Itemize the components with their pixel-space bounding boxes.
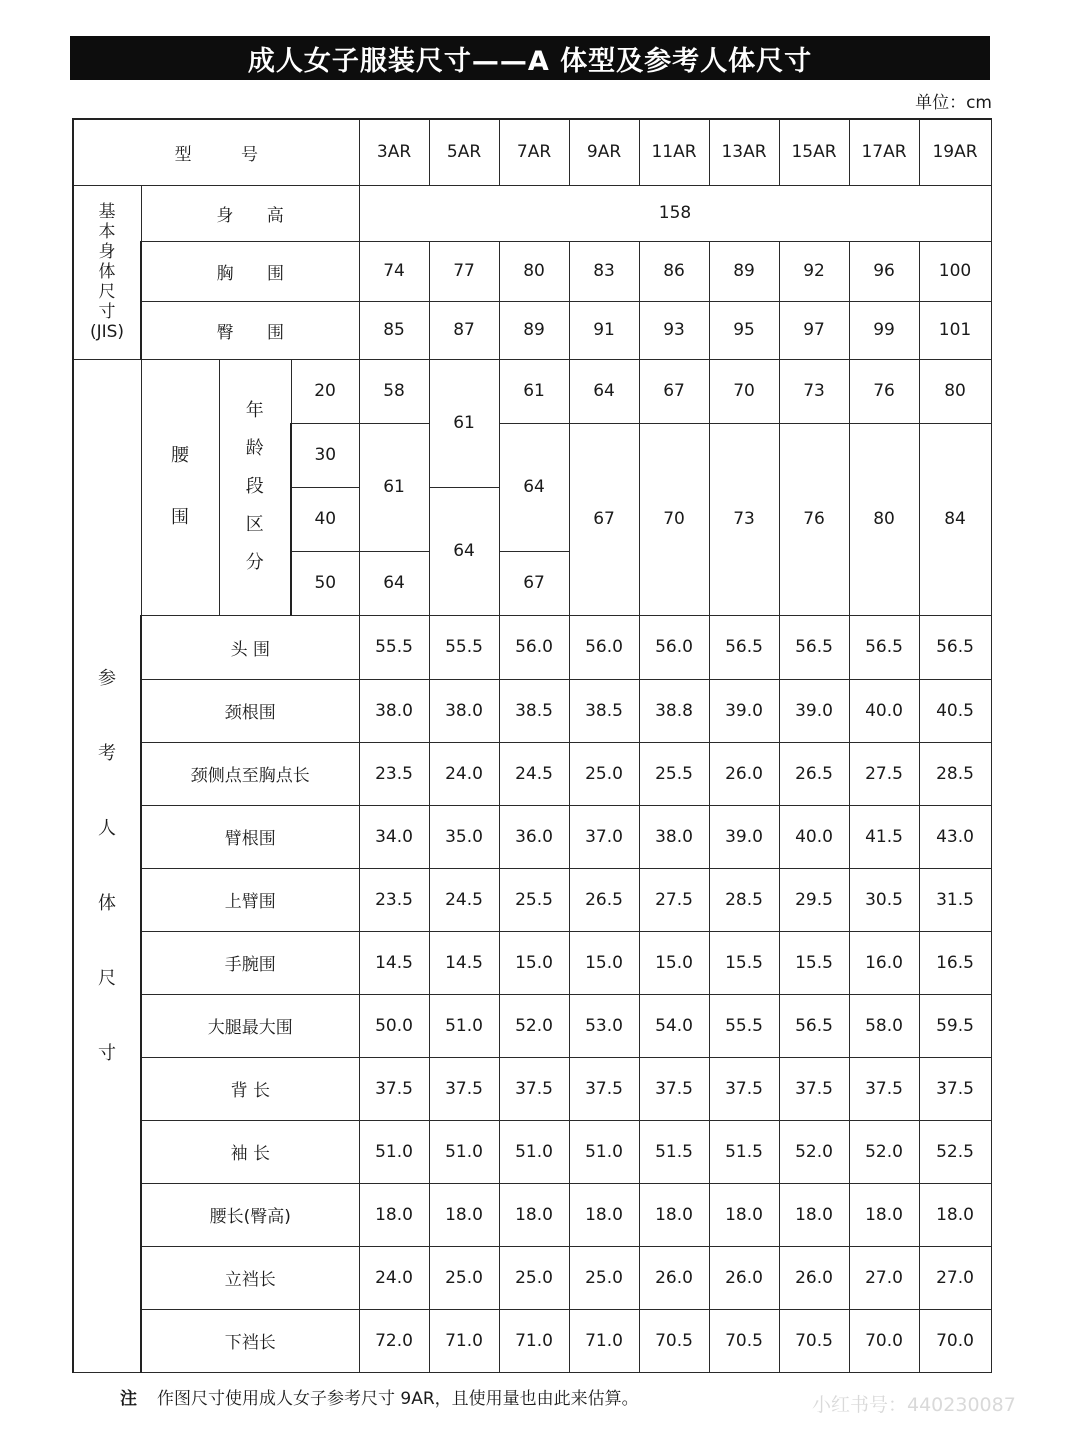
table-row <box>73 1120 991 1183</box>
table-cell: 24.0 <box>429 742 499 805</box>
size-header: 7AR <box>499 119 569 185</box>
waist-row-20 <box>73 359 991 423</box>
table-cell: 37.5 <box>429 1057 499 1120</box>
table-cell: 51.5 <box>709 1120 779 1183</box>
table-cell: 18.0 <box>639 1183 709 1246</box>
size-header: 11AR <box>639 119 709 185</box>
waist-cell: 67 <box>569 423 639 615</box>
size-header: 9AR <box>569 119 639 185</box>
table-cell: 28.5 <box>919 742 991 805</box>
table-cell: 71.0 <box>429 1309 499 1372</box>
waist-cell: 64 <box>429 487 499 615</box>
table-cell: 37.5 <box>499 1057 569 1120</box>
size-header: 15AR <box>779 119 849 185</box>
table-cell: 26.5 <box>779 742 849 805</box>
size-table <box>72 118 992 1373</box>
bust-label: 胸 围 <box>141 241 359 301</box>
row-label: 大腿最大围 <box>141 994 359 1057</box>
header-row <box>73 119 991 185</box>
table-cell: 25.5 <box>639 742 709 805</box>
table-cell: 31.5 <box>919 868 991 931</box>
table-cell: 38.0 <box>359 679 429 742</box>
age-20: 20 <box>291 359 359 423</box>
table-cell: 18.0 <box>359 1183 429 1246</box>
table-cell: 27.0 <box>919 1246 991 1309</box>
table-cell: 56.5 <box>849 615 919 679</box>
table-cell: 26.0 <box>639 1246 709 1309</box>
table-row <box>73 615 991 679</box>
table-cell: 18.0 <box>429 1183 499 1246</box>
table-cell: 39.0 <box>779 679 849 742</box>
table-cell: 37.5 <box>779 1057 849 1120</box>
table-cell: 35.0 <box>429 805 499 868</box>
note-marker: 注 <box>120 1389 137 1409</box>
size-header: 13AR <box>709 119 779 185</box>
row-label: 颈侧点至胸点长 <box>141 742 359 805</box>
table-cell: 37.5 <box>849 1057 919 1120</box>
waist-cell: 61 <box>429 359 499 487</box>
table-cell: 56.0 <box>639 615 709 679</box>
table-cell: 55.5 <box>429 615 499 679</box>
table-cell: 38.0 <box>429 679 499 742</box>
table-cell: 18.0 <box>499 1183 569 1246</box>
hip-cell: 93 <box>639 301 709 359</box>
table-cell: 52.0 <box>499 994 569 1057</box>
table-cell: 25.0 <box>499 1246 569 1309</box>
hip-cell: 87 <box>429 301 499 359</box>
waist-cell: 70 <box>709 359 779 423</box>
waist-cell: 64 <box>569 359 639 423</box>
row-label: 臂根围 <box>141 805 359 868</box>
table-row <box>73 1309 991 1372</box>
waist-cell: 80 <box>849 423 919 615</box>
table-cell: 51.0 <box>429 1120 499 1183</box>
header-model-label: 型 号 <box>73 119 359 185</box>
table-cell: 40.0 <box>779 805 849 868</box>
size-header: 5AR <box>429 119 499 185</box>
table-cell: 38.0 <box>639 805 709 868</box>
table-cell: 52.0 <box>779 1120 849 1183</box>
table-cell: 14.5 <box>429 931 499 994</box>
bust-cell: 92 <box>779 241 849 301</box>
table-cell: 26.0 <box>709 742 779 805</box>
row-label: 腰长(臀高) <box>141 1183 359 1246</box>
table-cell: 15.0 <box>569 931 639 994</box>
waist-label: 腰 围 <box>141 359 219 615</box>
table-cell: 36.0 <box>499 805 569 868</box>
table-cell: 38.8 <box>639 679 709 742</box>
table-cell: 37.5 <box>569 1057 639 1120</box>
table-cell: 71.0 <box>569 1309 639 1372</box>
bust-cell: 89 <box>709 241 779 301</box>
table-cell: 51.0 <box>359 1120 429 1183</box>
waist-cell: 84 <box>919 423 991 615</box>
waist-cell: 61 <box>499 359 569 423</box>
table-cell: 26.0 <box>709 1246 779 1309</box>
table-cell: 15.0 <box>499 931 569 994</box>
table-cell: 24.5 <box>429 868 499 931</box>
age-group-label: 年 龄 段 区 分 <box>219 359 291 615</box>
table-cell: 16.5 <box>919 931 991 994</box>
bust-row <box>73 241 991 301</box>
table-cell: 51.0 <box>569 1120 639 1183</box>
table-cell: 56.0 <box>499 615 569 679</box>
bust-cell: 80 <box>499 241 569 301</box>
table-row <box>73 868 991 931</box>
hip-cell: 91 <box>569 301 639 359</box>
waist-cell: 67 <box>499 551 569 615</box>
hip-row <box>73 301 991 359</box>
table-row <box>73 805 991 868</box>
table-cell: 24.5 <box>499 742 569 805</box>
row-label: 上臂围 <box>141 868 359 931</box>
table-cell: 38.5 <box>569 679 639 742</box>
table-cell: 38.5 <box>499 679 569 742</box>
table-cell: 27.5 <box>849 742 919 805</box>
hip-cell: 99 <box>849 301 919 359</box>
table-cell: 50.0 <box>359 994 429 1057</box>
table-cell: 18.0 <box>849 1183 919 1246</box>
table-row <box>73 1246 991 1309</box>
table-cell: 26.0 <box>779 1246 849 1309</box>
table-cell: 37.0 <box>569 805 639 868</box>
table-cell: 56.5 <box>919 615 991 679</box>
age-30: 30 <box>291 423 359 487</box>
table-cell: 39.0 <box>709 805 779 868</box>
table-cell: 55.5 <box>709 994 779 1057</box>
table-cell: 43.0 <box>919 805 991 868</box>
row-label: 袖 长 <box>141 1120 359 1183</box>
waist-cell: 73 <box>779 359 849 423</box>
page-title: 成人女子服装尺寸——A 体型及参考人体尺寸 <box>70 36 990 80</box>
table-cell: 26.5 <box>569 868 639 931</box>
waist-cell: 70 <box>639 423 709 615</box>
table-cell: 51.5 <box>639 1120 709 1183</box>
table-cell: 71.0 <box>499 1309 569 1372</box>
table-cell: 24.0 <box>359 1246 429 1309</box>
waist-cell: 64 <box>499 423 569 551</box>
height-label: 身 高 <box>141 185 359 241</box>
bust-cell: 86 <box>639 241 709 301</box>
bust-cell: 83 <box>569 241 639 301</box>
waist-cell: 73 <box>709 423 779 615</box>
bust-cell: 77 <box>429 241 499 301</box>
table-cell: 56.5 <box>709 615 779 679</box>
bust-cell: 96 <box>849 241 919 301</box>
watermark: 小红书号：440230087 <box>812 1394 1016 1416</box>
height-row <box>73 185 991 241</box>
table-cell: 58.0 <box>849 994 919 1057</box>
table-cell: 37.5 <box>359 1057 429 1120</box>
basic-section-label: 基 本 身 体 尺 寸 (JIS) <box>73 185 141 359</box>
age-40: 40 <box>291 487 359 551</box>
table-cell: 56.5 <box>779 994 849 1057</box>
table-cell: 29.5 <box>779 868 849 931</box>
table-cell: 23.5 <box>359 742 429 805</box>
table-cell: 72.0 <box>359 1309 429 1372</box>
table-cell: 25.0 <box>569 1246 639 1309</box>
unit-label: 单位：cm <box>915 93 992 113</box>
table-cell: 18.0 <box>779 1183 849 1246</box>
table-cell: 40.5 <box>919 679 991 742</box>
table-cell: 70.5 <box>779 1309 849 1372</box>
row-label: 头 围 <box>141 615 359 679</box>
hip-cell: 101 <box>919 301 991 359</box>
table-cell: 53.0 <box>569 994 639 1057</box>
hip-cell: 85 <box>359 301 429 359</box>
hip-cell: 95 <box>709 301 779 359</box>
waist-cell: 80 <box>919 359 991 423</box>
table-row <box>73 1057 991 1120</box>
table-cell: 18.0 <box>709 1183 779 1246</box>
table-cell: 14.5 <box>359 931 429 994</box>
size-header: 19AR <box>919 119 991 185</box>
table-cell: 52.0 <box>849 1120 919 1183</box>
table-cell: 54.0 <box>639 994 709 1057</box>
table-row <box>73 931 991 994</box>
table-cell: 15.5 <box>779 931 849 994</box>
table-cell: 25.0 <box>569 742 639 805</box>
waist-cell: 76 <box>849 359 919 423</box>
table-cell: 37.5 <box>639 1057 709 1120</box>
table-cell: 15.5 <box>709 931 779 994</box>
table-cell: 56.5 <box>779 615 849 679</box>
waist-cell: 64 <box>359 551 429 615</box>
table-cell: 27.0 <box>849 1246 919 1309</box>
table-row <box>73 1183 991 1246</box>
age-50: 50 <box>291 551 359 615</box>
table-row <box>73 679 991 742</box>
table-cell: 70.0 <box>849 1309 919 1372</box>
size-header: 17AR <box>849 119 919 185</box>
table-cell: 23.5 <box>359 868 429 931</box>
table-cell: 25.5 <box>499 868 569 931</box>
table-cell: 15.0 <box>639 931 709 994</box>
table-cell: 56.0 <box>569 615 639 679</box>
table-cell: 16.0 <box>849 931 919 994</box>
table-cell: 70.5 <box>639 1309 709 1372</box>
footnote <box>120 1384 639 1409</box>
note-text: 作图尺寸使用成人女子参考尺寸 9AR，且使用量也由此来估算。 <box>157 1389 639 1409</box>
table-cell: 70.0 <box>919 1309 991 1372</box>
table-cell: 18.0 <box>919 1183 991 1246</box>
row-label: 背 长 <box>141 1057 359 1120</box>
waist-cell: 67 <box>639 359 709 423</box>
row-label: 手腕围 <box>141 931 359 994</box>
row-label: 颈根围 <box>141 679 359 742</box>
table-cell: 27.5 <box>639 868 709 931</box>
row-label: 下裆长 <box>141 1309 359 1372</box>
table-row <box>73 742 991 805</box>
table-cell: 52.5 <box>919 1120 991 1183</box>
bust-cell: 74 <box>359 241 429 301</box>
table-cell: 37.5 <box>919 1057 991 1120</box>
table-cell: 39.0 <box>709 679 779 742</box>
row-label: 立裆长 <box>141 1246 359 1309</box>
table-cell: 51.0 <box>499 1120 569 1183</box>
hip-cell: 97 <box>779 301 849 359</box>
table-cell: 37.5 <box>709 1057 779 1120</box>
table-cell: 34.0 <box>359 805 429 868</box>
table-cell: 59.5 <box>919 994 991 1057</box>
hip-label: 臀 围 <box>141 301 359 359</box>
table-cell: 25.0 <box>429 1246 499 1309</box>
table-cell: 28.5 <box>709 868 779 931</box>
reference-section-label: 参 考 人 体 尺 寸 <box>73 359 141 1372</box>
table-cell: 51.0 <box>429 994 499 1057</box>
bust-cell: 100 <box>919 241 991 301</box>
waist-cell: 61 <box>359 423 429 551</box>
table-cell: 70.5 <box>709 1309 779 1372</box>
hip-cell: 89 <box>499 301 569 359</box>
table-cell: 41.5 <box>849 805 919 868</box>
waist-cell: 76 <box>779 423 849 615</box>
table-row <box>73 994 991 1057</box>
table-cell: 55.5 <box>359 615 429 679</box>
table-cell: 30.5 <box>849 868 919 931</box>
height-value: 158 <box>359 185 991 241</box>
waist-cell: 58 <box>359 359 429 423</box>
size-header: 3AR <box>359 119 429 185</box>
table-cell: 18.0 <box>569 1183 639 1246</box>
table-cell: 40.0 <box>849 679 919 742</box>
